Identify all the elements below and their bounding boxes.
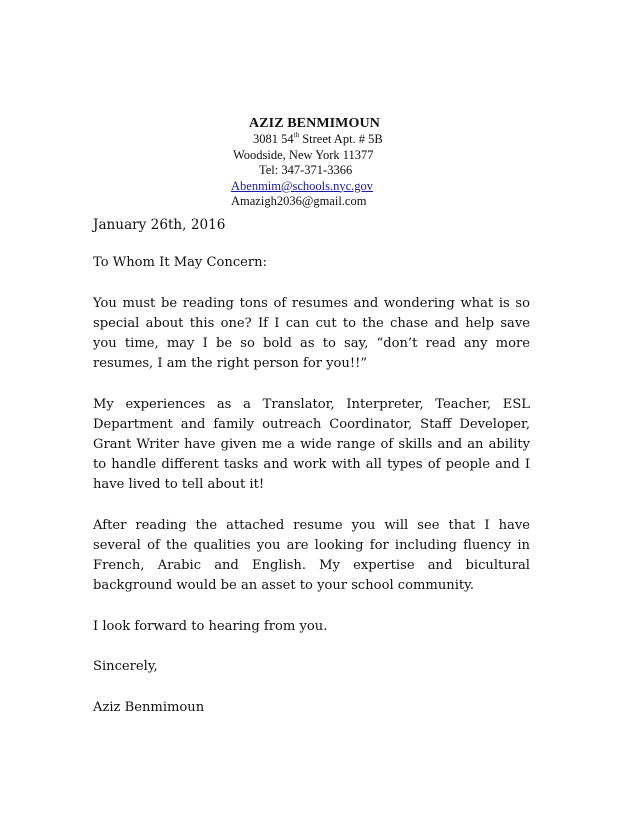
letter-paragraph-3: After reading the attached resume you will see that I have several of the qualities you are looking for including fluency in French, Arabic and English. My expertise and bicultural background would be an asset to your school community. <box>93 517 530 594</box>
letter-closing: Sincerely, <box>93 659 158 675</box>
letter-signature: Aziz Benmimoun <box>93 699 205 715</box>
letter-body <box>93 215 530 738</box>
sender-telephone: Tel: 347-371-3366 <box>259 163 353 177</box>
letter-paragraph-2: My experiences as a Translator, Interpreter, Teacher, ESL Department and family outreach Coordinator, Staff Developer, Grant Writer have given me a wide range of skills and an ability to handle different tasks and work with all types of people and I have lived to tell about it! <box>93 396 530 493</box>
sender-personal-email: Amazigh2036@gmail.com <box>231 194 367 208</box>
letter-salutation: To Whom It May Concern: <box>93 255 268 271</box>
letter-paragraph-4: I look forward to hearing from you. <box>93 618 328 634</box>
street-number: 3081 54 <box>253 132 294 146</box>
street-ordinal-suffix: th <box>293 130 300 139</box>
letterhead <box>233 115 413 210</box>
sender-city-line: Woodside, New York 11377 <box>233 147 374 162</box>
sender-street-address <box>253 132 433 148</box>
sender-work-email-link[interactable]: Abenmim@schools.nyc.gov <box>231 178 374 193</box>
sender-name: AZIZ BENMIMOUN <box>249 116 380 131</box>
street-rest: Street Apt. # 5B <box>299 132 383 146</box>
letter-paragraph-1: You must be reading tons of resumes and wondering what is so special about this one? If I can cut to the chase and help save you time, may I be so bold as to say, “don’t read any more resumes, I am the right person for you!!” <box>93 295 530 372</box>
letter-date: January 26th, 2016 <box>93 217 226 233</box>
